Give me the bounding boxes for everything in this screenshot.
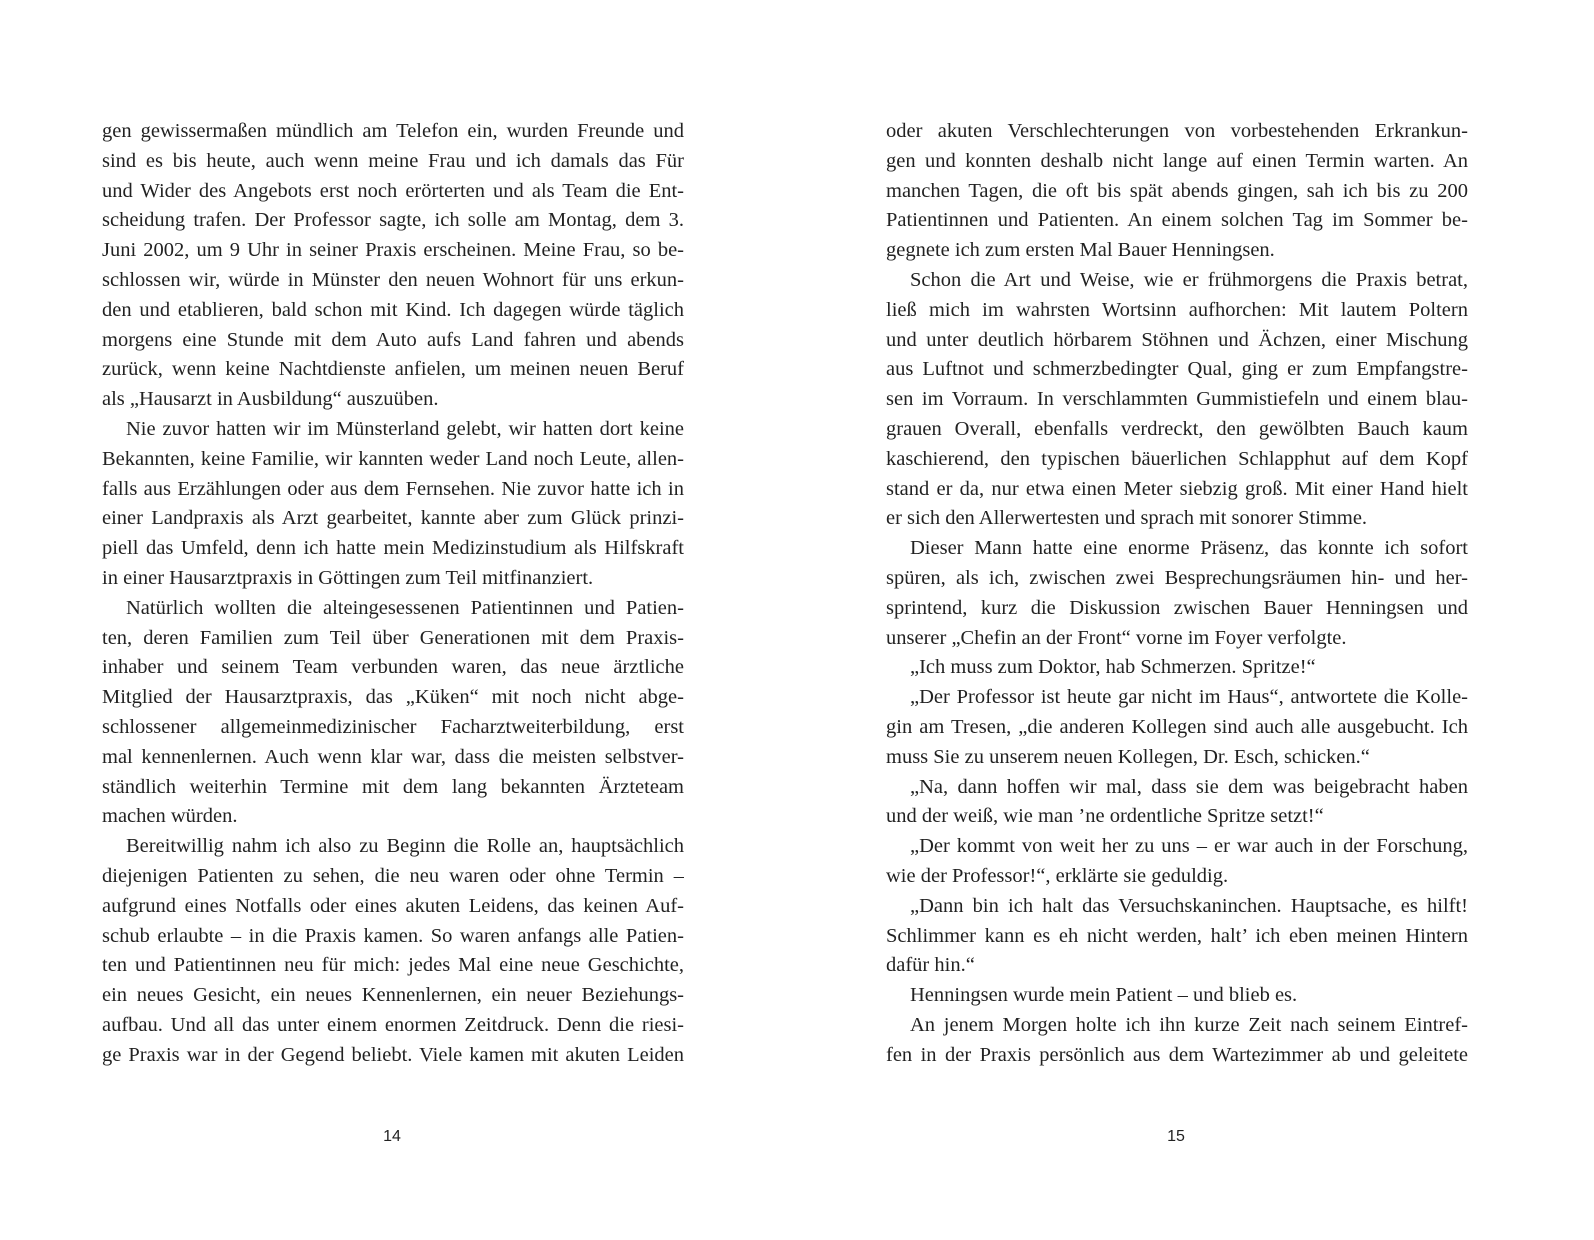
text-line: ein neues Gesicht, ein neues Kennenlernen, ein neuer Beziehungs- [102,984,684,1007]
text-line: Bereitwillig nahm ich also zu Beginn die Rolle an, hauptsächlich [126,835,684,858]
text-line: gegnete ich zum ersten Mal Bauer Henningsen. [886,239,1275,262]
text-line: sind es bis heute, auch wenn meine Frau und ich damals das Für [102,149,684,172]
right-page [886,117,1468,1071]
text-line: spüren, als ich, zwischen zwei Besprechungsräumen hin- und her- [886,566,1468,589]
text-line: gen und konnten deshalb nicht lange auf einen Termin warten. An [886,149,1468,172]
text-line: aus Luftnot und schmerzbedingter Qual, ging er zum Empfangstre- [886,358,1468,381]
text-line: machen würden. [102,805,238,828]
text-line: muss Sie zu unserem neuen Kollegen, Dr. Esch, schicken.“ [886,745,1370,768]
left-page [102,117,684,1071]
text-line: und Wider des Angebots erst noch erörterten und als Team die Ent- [102,179,684,202]
text-line: aufbau. Und all das unter einem enormen Zeitdruck. Denn die riesi- [102,1013,684,1036]
text-line: „Der Professor ist heute gar nicht im Haus“, antwortete die Kolle- [910,686,1468,709]
text-line: Nie zuvor hatten wir im Münsterland gelebt, wir hatten dort keine [126,417,684,440]
text-line: dafür hin.“ [886,954,975,977]
text-line: in einer Hausarztpraxis in Göttingen zum Teil mitfinanziert. [102,566,594,589]
text-line: Bekannten, keine Familie, wir kannten weder Land noch Leute, allen- [102,447,684,470]
text-line: ten und Patientinnen neu für mich: jedes Mal eine neue Geschichte, [102,954,684,977]
text-line: grauen Overall, ebenfalls verdreckt, den gewölbten Bauch kaum [886,417,1468,440]
text-line: morgens eine Stunde mit dem Auto aufs Land fahren und abends [102,328,684,351]
text-line: Mitglied der Hausarztpraxis, das „Küken“ mit noch nicht abge- [102,686,684,709]
text-line: Juni 2002, um 9 Uhr in seiner Praxis erscheinen. Meine Frau, so be- [102,239,684,262]
text-line: er sich den Allerwertesten und sprach mit sonorer Stimme. [886,507,1368,530]
text-line: „Na, dann hoffen wir mal, dass sie dem was beigebracht haben [910,775,1468,798]
text-line: schlossen wir, würde in Münster den neuen Wohnort für uns erkun- [102,268,684,291]
text-line: den und etablieren, bald schon mit Kind. Ich dagegen würde täglich [102,298,684,321]
text-line: sen im Vorraum. In verschlammten Gummistiefeln und einem blau- [886,388,1468,411]
text-line: Natürlich wollten die alteingesessenen Patientinnen und Patien- [126,596,684,619]
text-line: oder akuten Verschlechterungen von vorbestehenden Erkrankun- [886,120,1468,142]
text-line: ließ mich im wahrsten Wortsinn aufhorchen: Mit lautem Poltern [886,298,1468,321]
text-line: Dieser Mann hatte eine enorme Präsenz, das konnte ich sofort [910,537,1468,560]
text-line: An jenem Morgen holte ich ihn kurze Zeit nach seinem Eintref- [910,1013,1468,1036]
text-line: gin am Tresen, „die anderen Kollegen sind auch alle ausgebucht. Ich [886,715,1468,738]
text-line: ge Praxis war in der Gegend beliebt. Viele kamen mit akuten Leiden [102,1043,684,1066]
left-page-text [102,117,684,1071]
text-line: Schlimmer kann es eh nicht werden, halt’ ich eben meinen Hintern [886,924,1468,947]
text-line: falls aus Erzählungen oder aus dem Fernsehen. Nie zuvor hatte ich in [102,477,684,500]
text-line: unserer „Chefin an der Front“ vorne im Foyer verfolgte. [886,626,1347,649]
text-line: diejenigen Patienten zu sehen, die neu waren oder ohne Termin – [102,864,684,887]
text-line: zurück, wenn keine Nachtdienste anfielen, um meinen neuen Beruf [102,358,684,381]
text-line: und der weiß, wie man ’ne ordentliche Spritze setzt!“ [886,805,1324,828]
text-line: stand er da, nur etwa einen Meter siebzig groß. Mit einer Hand hielt [886,477,1468,500]
text-line: gen gewissermaßen mündlich am Telefon ein, wurden Freunde und [102,120,684,142]
text-line: kaschierend, den typischen bäuerlichen Schlapphut auf dem Kopf [886,447,1468,470]
text-line: wie der Professor!“, erklärte sie geduldig. [886,864,1229,887]
text-line: manchen Tagen, die oft bis spät abends gingen, sah ich bis zu 200 [886,179,1468,202]
text-line: Henningsen wurde mein Patient – und blieb es. [910,984,1298,1007]
text-line: piell das Umfeld, denn ich hatte mein Medizinstudium als Hilfskraft [102,537,684,560]
text-line: „Dann bin ich halt das Versuchskaninchen. Hauptsache, es hilft! [910,894,1468,917]
text-line: inhaber und seinem Team verbunden waren, das neue ärztliche [102,656,684,679]
right-page-number: 15 [1167,1128,1185,1145]
text-line: mal kennenlernen. Auch wenn klar war, dass die meisten selbstver- [102,745,684,768]
right-page-text [886,117,1468,1071]
text-line: schub erlaubte – in die Praxis kamen. So waren anfangs alle Patien- [102,924,684,947]
text-line: aufgrund eines Notfalls oder eines akuten Leidens, das keinen Auf- [102,894,684,917]
left-page-number: 14 [383,1128,401,1145]
text-line: Patientinnen und Patienten. An einem solchen Tag im Sommer be- [886,209,1468,232]
text-line: schlossener allgemeinmedizinischer Facharztweiterbildung, erst [102,715,684,738]
text-line: ständlich weiterhin Termine mit dem lang bekannten Ärzteteam [102,775,684,798]
text-line: „Der kommt von weit her zu uns – er war auch in der Forschung, [910,835,1468,858]
text-line: einer Landpraxis als Arzt gearbeitet, kannte aber zum Glück prinzi- [102,507,684,530]
text-line: fen in der Praxis persönlich aus dem Wartezimmer ab und geleitete [886,1043,1468,1066]
text-line: als „Hausarzt in Ausbildung“ auszuüben. [102,388,439,411]
text-line: ten, deren Familien zum Teil über Generationen mit dem Praxis- [102,626,684,649]
text-line: Schon die Art und Weise, wie er frühmorgens die Praxis betrat, [910,268,1468,291]
text-line: „Ich muss zum Doktor, hab Schmerzen. Spritze!“ [910,656,1316,679]
text-line: scheidung trafen. Der Professor sagte, ich solle am Montag, dem 3. [102,209,684,232]
text-line: sprintend, kurz die Diskussion zwischen Bauer Henningsen und [886,596,1468,619]
text-line: und unter deutlich hörbarem Stöhnen und Ächzen, einer Mischung [886,328,1468,351]
